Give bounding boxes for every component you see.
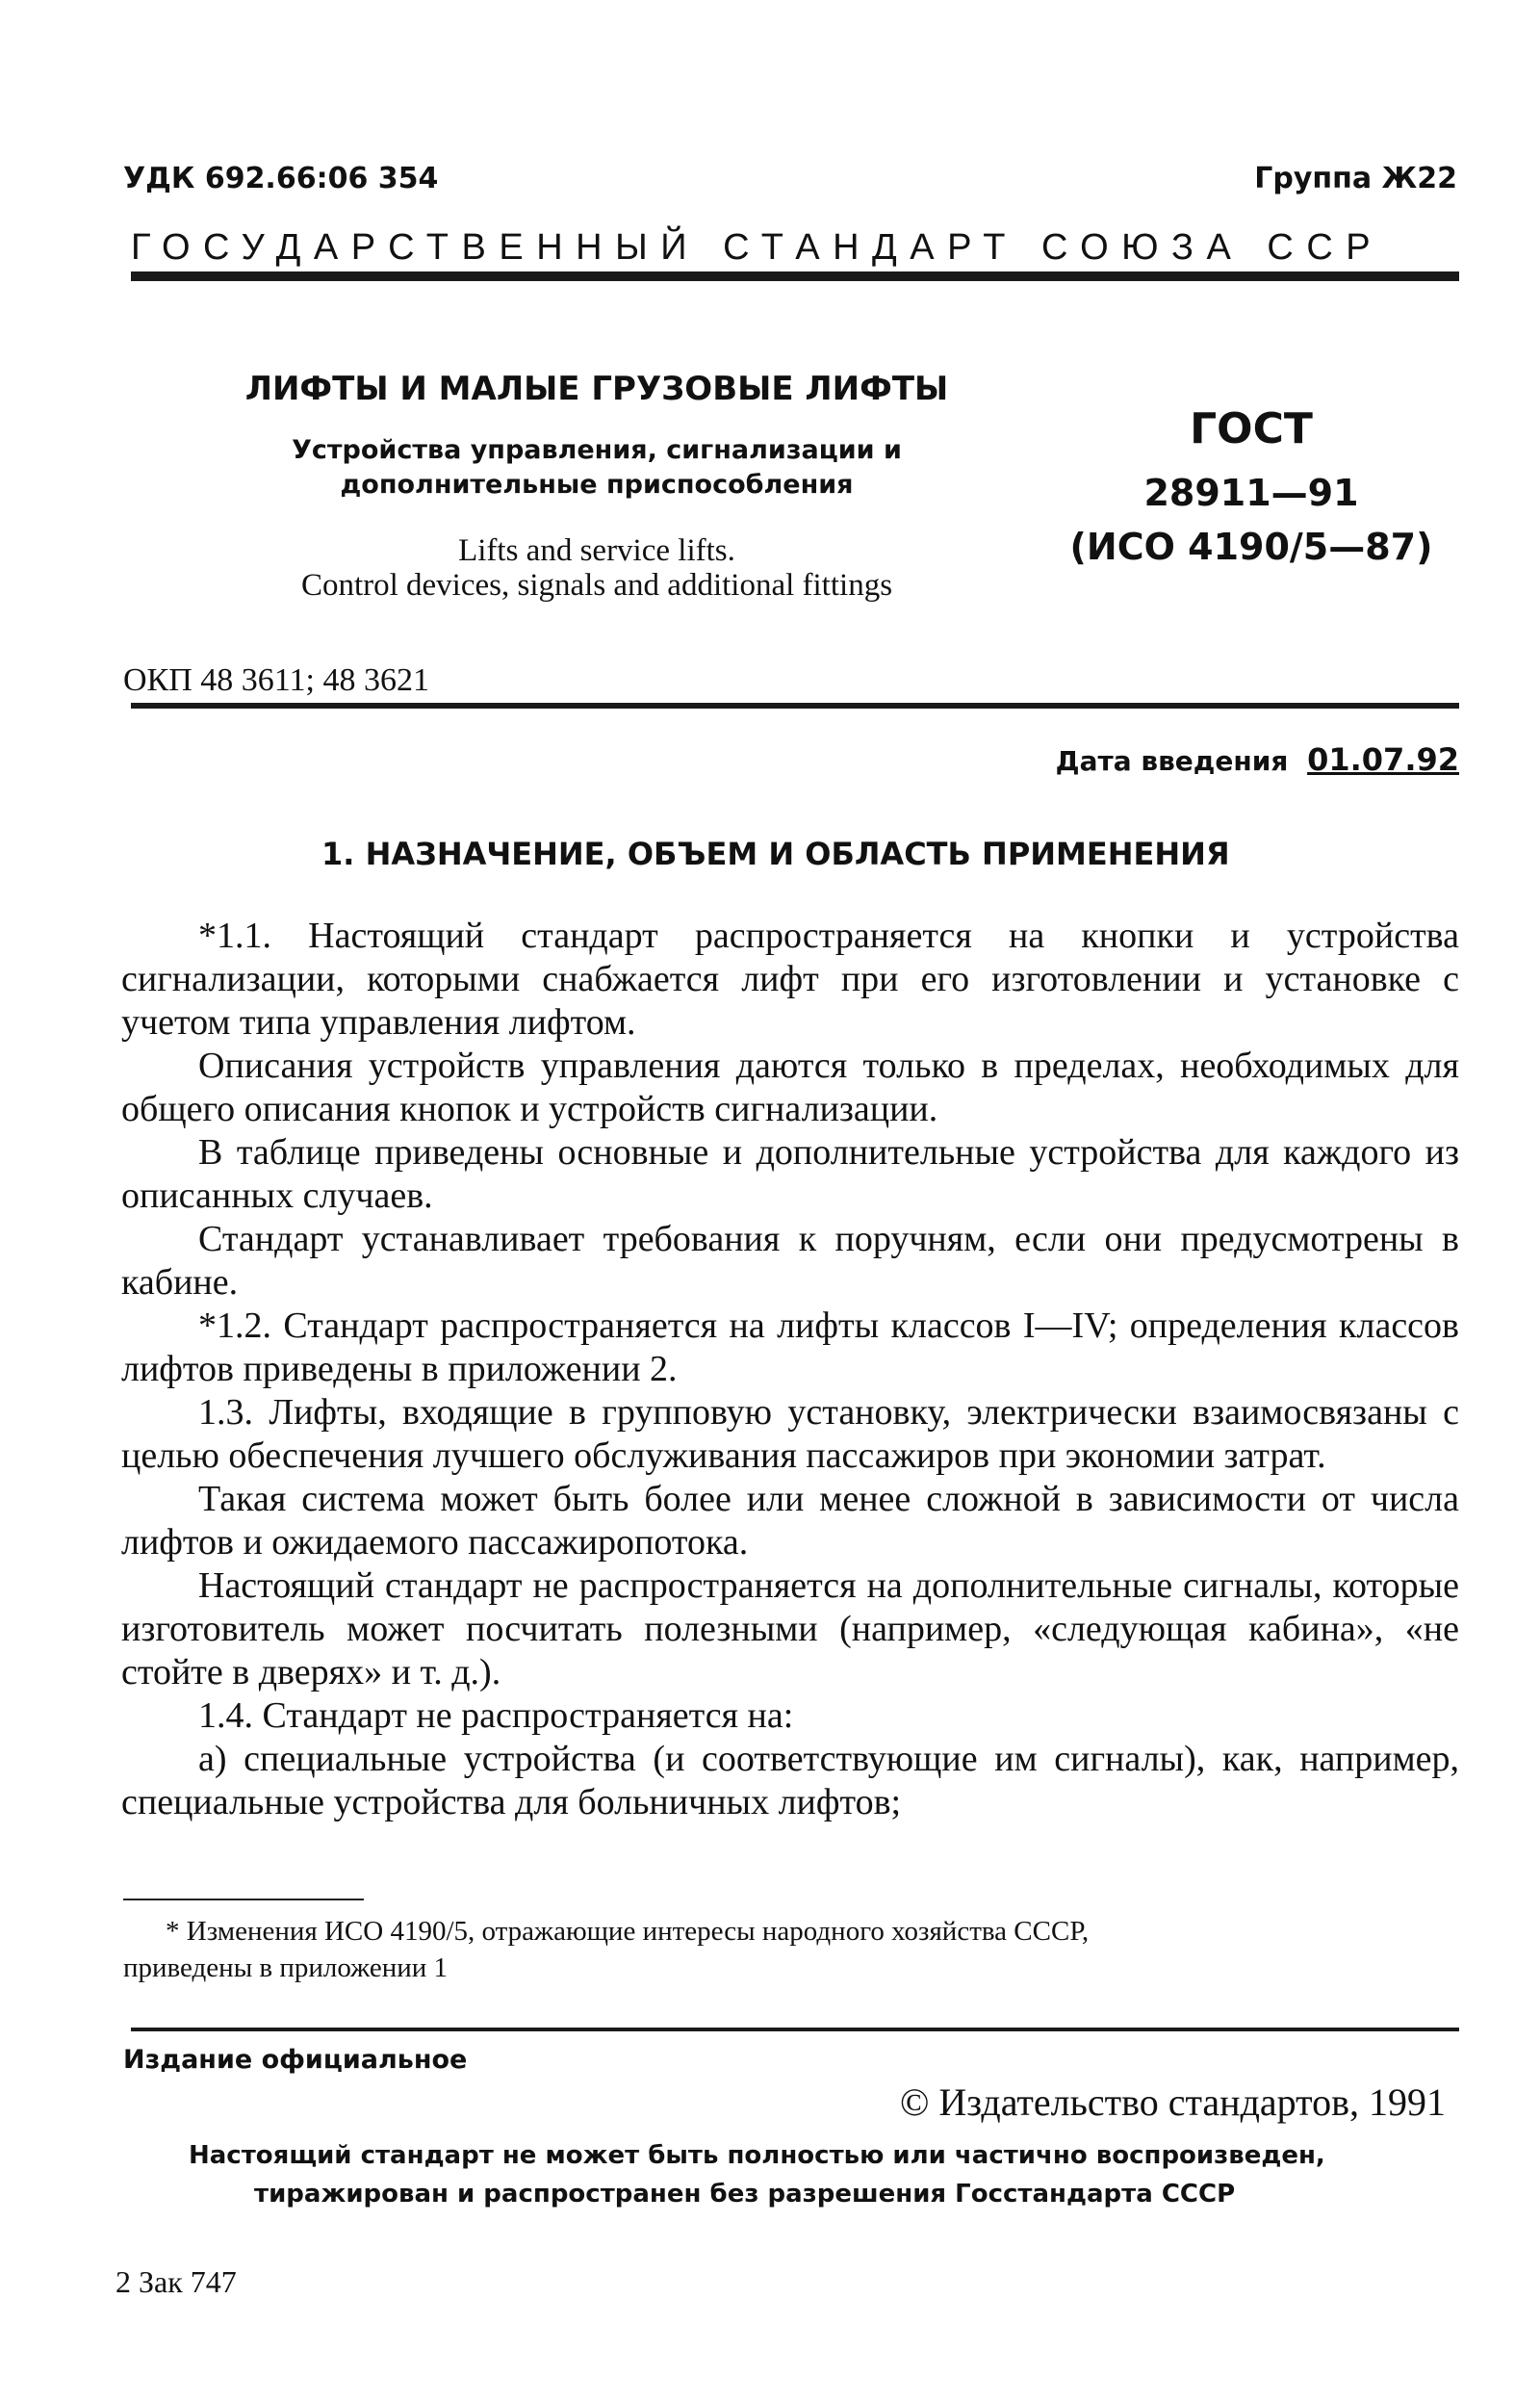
paragraph-item-a: а) специальные устройства (и соответствующие им сигналы), как, например, специальные устройства для больничных лифтов; xyxy=(121,1739,1459,1822)
section-body xyxy=(121,915,1459,1824)
iso-number: (ИСО 4190/5—87) xyxy=(1069,526,1433,568)
reproduction-notice-1: Настоящий стандарт не может быть полностью или частично воспроизведен, xyxy=(189,2141,1325,2170)
footnote-rule xyxy=(123,1899,364,1900)
date-value: 01.07.92 xyxy=(1307,741,1459,778)
paragraph-1-2: *1.2. Стандарт распространяется на лифты классов I—IV; определения классов лифтов приведены в приложении 2. xyxy=(121,1305,1459,1389)
section-heading: 1. НАЗНАЧЕНИЕ, ОБЪЕМ И ОБЛАСТЬ ПРИМЕНЕНИЯ xyxy=(321,836,1230,872)
udk-code: УДК 692.66:06 354 xyxy=(123,162,439,195)
paragraph-1-1: *1.1. Настоящий стандарт распространяется на кнопки и устройства сигнализации, которыми снабжается лифт при его изготовлении и установке с учетом типа управления лифтом. xyxy=(121,916,1459,1043)
footnote-line-2: приведены в приложении 1 xyxy=(123,1952,448,1983)
introduction-date xyxy=(1056,741,1459,778)
paragraph-table: В таблице приведены основные и дополнительные устройства для каждого из описанных случаев. xyxy=(121,1132,1459,1216)
gost-label: ГОСТ xyxy=(1190,404,1313,453)
date-label: Дата введения xyxy=(1055,745,1289,777)
okp-codes: ОКП 48 3611; 48 3621 xyxy=(123,662,429,698)
gost-number: 28911—91 xyxy=(1143,472,1359,514)
copyright: © Издательство стандартов, 1991 xyxy=(899,2080,1446,2124)
group-code: Группа Ж22 xyxy=(1254,162,1457,195)
reproduction-notice-2: тиражирован и распространен без разрешения Госстандарта СССР xyxy=(254,2180,1236,2209)
footer-rule xyxy=(131,2028,1459,2031)
okp-rule xyxy=(131,703,1459,709)
order-number: 2 Зак 747 xyxy=(116,2264,237,2299)
official-edition: Издание официальное xyxy=(123,2045,468,2075)
paragraph-1-4: 1.4. Стандарт не распространяется на: xyxy=(198,1695,794,1736)
standard-subtitle-ru-2: дополнительные приспособления xyxy=(340,470,854,500)
standard-title-ru: ЛИФТЫ И МАЛЫЕ ГРУЗОВЫЕ ЛИФТЫ xyxy=(244,370,949,408)
paragraph-1-3: 1.3. Лифты, входящие в групповую установку, электрически взаимосвязаны с целью обеспечения лучшего обслуживания пассажиров при экономии затрат. xyxy=(121,1392,1459,1476)
paragraph-handrails: Стандарт устанавливает требования к поручням, если они предусмотрены в кабине. xyxy=(121,1219,1459,1303)
standard-title-en-1: Lifts and service lifts. xyxy=(458,533,735,568)
standard-subtitle-ru-1: Устройства управления, сигнализации и xyxy=(292,435,902,465)
header-rule xyxy=(131,271,1459,281)
paragraph-descriptions: Описания устройств управления даются только в пределах, необходимых для общего описания кнопок и устройств сигнализации. xyxy=(121,1046,1459,1129)
paragraph-system: Такая система может быть более или менее сложной в зависимости от числа лифтов и ожидаемого пассажиропотока. xyxy=(121,1479,1459,1563)
state-standard-title: ГОСУДАРСТВЕННЫЙ СТАНДАРТ СОЮЗА ССР xyxy=(131,227,1384,268)
standard-title-en-2: Control devices, signals and additional fittings xyxy=(300,568,893,603)
paragraph-signals: Настоящий стандарт не распространяется на дополнительные сигналы, которые изготовитель может посчитать полезными (например, «следующая кабина», «не стойте в дверях» и т. д.). xyxy=(121,1565,1459,1692)
footnote-line-1: * Изменения ИСО 4190/5, отражающие интересы народного хозяйства СССР, xyxy=(166,1916,1090,1947)
